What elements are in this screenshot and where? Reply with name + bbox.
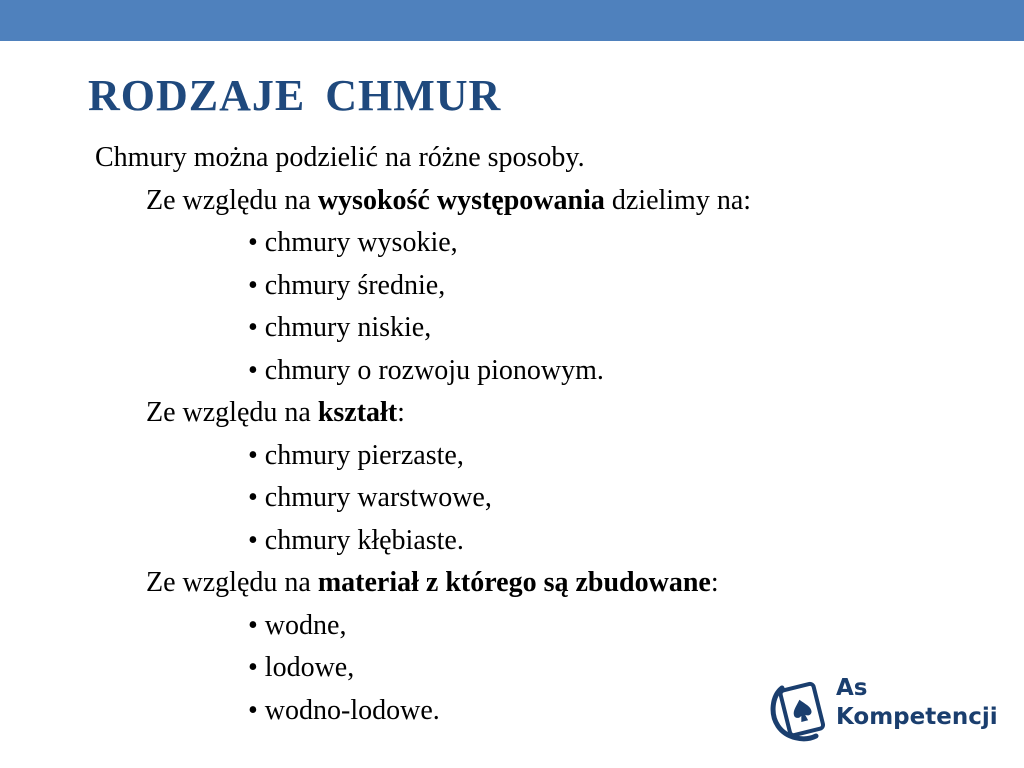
list-item: • chmury średnie,	[248, 269, 446, 301]
list-item: • chmury wysokie,	[248, 227, 458, 258]
group-heading-prefix: Ze względu na	[146, 567, 318, 598]
logo-line-1: As	[836, 675, 868, 701]
group-heading-height	[0, 180, 1024, 223]
group-heading-suffix: dzielimy na:	[604, 184, 752, 216]
list-item: • chmury kłębiaste.	[248, 524, 464, 556]
group-heading-suffix: :	[710, 567, 719, 598]
slide-title: RODZAJE CHMUR	[88, 71, 502, 120]
list-item: • lodowe,	[248, 652, 355, 683]
group-heading-shape	[0, 392, 1024, 435]
list-item: • chmury pierzaste,	[248, 439, 464, 471]
list-item: • chmury warstwowe,	[248, 482, 492, 513]
slide-content	[0, 137, 1024, 732]
logo-text	[836, 674, 998, 732]
intro-text: Chmury można podzielić na różne sposoby.	[95, 142, 585, 173]
logo-line-2: Kompetencji	[836, 704, 998, 730]
group-heading-emphasis: wysokość występowania	[317, 184, 605, 216]
list-item: • chmury niskie,	[248, 312, 432, 343]
top-accent-bar	[0, 0, 1024, 41]
as-kompetencji-logo[interactable]	[768, 668, 998, 748]
group-heading-prefix: Ze względu na	[146, 184, 318, 216]
list-item: • wodno-lodowe.	[248, 694, 440, 726]
group-heading-emphasis: materiał z którego są zbudowane	[317, 567, 711, 598]
group-heading-material	[0, 562, 1024, 605]
card-spade-icon	[768, 672, 830, 742]
list-item: • chmury o rozwoju pionowym.	[248, 354, 604, 386]
list-item: • wodne,	[248, 609, 347, 641]
group-heading-suffix: :	[397, 397, 405, 428]
group-heading-prefix: Ze względu na	[146, 397, 318, 428]
group-heading-emphasis: kształt	[317, 397, 398, 428]
